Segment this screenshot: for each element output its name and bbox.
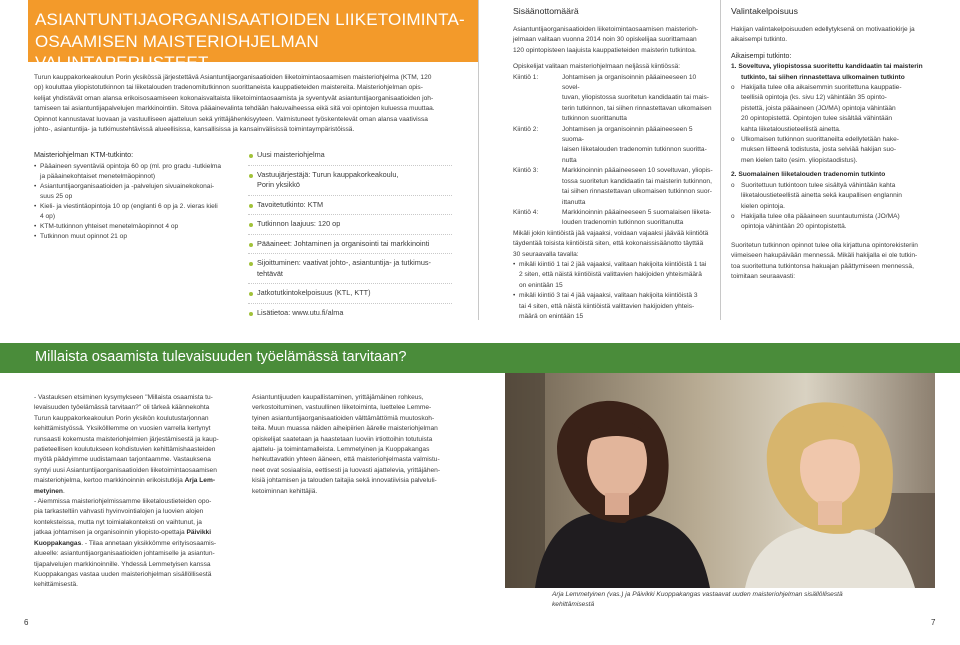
fact-item: Tavoitetutkinto: KTM: [248, 200, 452, 216]
text-line: kehittämistyössä. Yksikölllemme on vuosien varrella kertynyt: [34, 425, 211, 433]
numbered-heading: 2. Suomalainen liiketalouden tradenomin tutkinto: [731, 171, 886, 179]
paragraph: Asiantuntijaorganisaatioiden liiketoimintaosaamisen maisterioh- jelmaan valitaan vuonna 2014 noin 30 opiskelijaa suorittamaan 120 opintopisteen laajuista kauppatieteiden maisterin tutkintoa.: [513, 26, 699, 54]
text-line: Kuoppakangas. - Tilaa annetaan yksikkömme erityisosaamis-: [34, 539, 217, 547]
numbered-heading: 1. Soveltuva, yliopistossa suoritettu kandidaatin tai maisterin tutkinto, tai siihen rinnastettava ulkomainen tutkinto: [731, 63, 923, 81]
fact-item: Tutkinnon laajuus: 120 op: [248, 219, 452, 235]
ktm-heading: Maisteriohjelman KTM-tutkinto:: [34, 150, 134, 159]
subheading: Aikaisempi tutkinto:: [731, 52, 792, 60]
section-heading: Sisäänottomäärä: [513, 6, 579, 16]
text-line: Asiantuntijuuden kaupallistaminen, yrittäjämäinen rohkeus,: [252, 394, 424, 401]
text-line: syntyi uusi Asiantuntijaorganisaatioiden liiketoimintaosaamisen: [34, 466, 217, 474]
portrait-photo: [505, 373, 935, 588]
sisaanotto-section: [513, 6, 713, 322]
list-item: • mikäli kiintiö 3 tai 4 jää vajaaksi, valitaan hakijoita kiintiöistä 3 tai 4 siten, että näistä kiintiöistä valittavien hakijoiden yhteis- määrä on enintään 15: [513, 291, 713, 322]
requirements-list: [731, 181, 929, 233]
text-line: tijapalvelujen markkinoinnille. Yhdessä Lemmetyisen kanssa: [34, 560, 211, 568]
text-line: patieteellisen koulutukseen kohdistuvien kehittämishaasteiden: [34, 446, 216, 454]
photo-illustration: [505, 373, 935, 588]
text-line: levaisuuden työelämässä tarvitaan?" oli tärkeä käännekohta: [34, 404, 210, 412]
requirements-list: [731, 83, 929, 166]
intro-paragraph: Turun kauppakorkeakoulun Porin yksikössä järjestettävä Asiantuntijaorganisaatioiden liiketoimintaosaamisen maisteriohjelma (KTM, 120 op) kouluttaa yliopistotutkinnon tai liiketalouden tradenomitutkinnon suorittaneista kauppatieteiden maistereita. Maisteriohjelman opis- kelijat yhdistävät oman alansa erikoisosaamiseen kokonaisvaltaista liiketoimintaosaamista ja syventyvät asiantuntijaorganisaatioiden joh- tamiseen tai asiantuntijapalvelujen markkinointiin. Sitova pääainevalinta tehdään hakuvaiheessa eikä sitä voi opintojen kuluessa muuttaa. Opinnot kannustavat luovaan ja vastuulliseen ajatteluun sekä yrittäjähenkisyyteen. Valmistuneet työskentelevät oman alansa vaativissa johto-, asiantuntija- ja tutkimustehtävissä alueellisissa, kansallisissa ja kansainvälisissä toimintaympäristöissä.: [34, 74, 435, 134]
section-banner: [0, 343, 960, 373]
text-line: kisiä johtamisen ja talouden taitajia sekä innovatiivisia palveluli-: [252, 477, 437, 485]
list-item: • Pääaineen syventäviä opintoja 60 op (ml. pro gradu -tutkielma ja pääainekohtaiset menetelmäopinnot): [34, 162, 234, 182]
list-item: • Kieli- ja viestintäopintoja 10 op (englanti 6 op ja 2. vieras kieli 4 op): [34, 202, 234, 222]
quota-row: Kiintiö 3: Markkinoinnin pääaineeseen 10 soveltuvan, yliopis- tossa suoritetun kandidaatin tai maisterin tutkinnon, tai siihen rinnastettavan ulkomaisen tutkinnon suor- ittanutta: [513, 167, 713, 206]
title-line-2: OSAAMISEN MAISTERIOHJELMAN VALINTAPERUSTEET: [35, 32, 319, 72]
text-line: pia tarkasteltiin vahvasti hyvinvointialojen ja luovien alojen: [34, 508, 204, 516]
list-item: • KTM-tutkinnon yhteiset menetelmäopinnot 4 op: [34, 222, 234, 232]
quota-row: Kiintiö 1: Johtamisen ja organisoinnin pääaineeseen 10 sovel- tuvan, yliopistossa suoritetun kandidaatin tai mais- terin tutkinnon, tai siihen rinnastettavan ulkomaisen tutkinnon suorittanutta: [513, 73, 712, 123]
text-line: - Vastauksen etsiminen kysymykseen "Millaista osaamista tu-: [34, 394, 213, 401]
title-line-1: ASIANTUNTIJAORGANISAATIOIDEN LIIKETOIMINTA-: [35, 10, 465, 29]
fact-item: Vastuujärjestäjä: Turun kauppakorkeakoulu, Porin yksikkö: [248, 170, 452, 196]
valintakelpoisuus-section: [731, 6, 929, 282]
page-number-left: 6: [24, 618, 29, 627]
column-divider: [720, 0, 721, 320]
column-divider: [478, 0, 479, 320]
text-line: jatkaa johtamisen ja organisoinnin yliopisto-opettaja Päivikki: [34, 529, 212, 537]
text-line: - Aiemmissa maisteriohjelmissamme liiketaloustieteiden opo-: [34, 498, 212, 506]
paragraph: Hakijan valintakelpoisuuden edellytyksenä on motivaatiokirje ja aikaisempi tutkinto.: [731, 26, 915, 44]
text-line: ketoiminnan kehittäjiä.: [252, 487, 318, 495]
list-item: • Asiantuntijaorganisaatioiden ja -palvelujen sivuainekokonai- suus 25 op: [34, 182, 234, 202]
text-line: metyinen.: [34, 487, 65, 495]
quota-row: Kiintiö 2: Johtamisen ja organisoinnin pääaineeseen 5 suoma- laisen liiketalouden tradenomin tutkinnon suoritta- nutta: [513, 125, 707, 164]
fact-item: Sijoittuminen: vaativat johto-, asiantuntija- ja tutkimus- tehtävät: [248, 258, 452, 284]
list-item: o Hakijalla tulee olla pääaineen suuntautumista (JO/MA) opintoja vähintään 20 opintopistettä.: [731, 212, 929, 233]
fact-item: Jatkotutkintokelpoisuus (KTL, KTT): [248, 288, 452, 304]
text-line: kehittämisestä.: [34, 581, 78, 589]
list-item: • mikäli kiintiö 1 tai 2 jää vajaaksi, valitaan hakijoita kiintiöistä 1 tai 2 siten, että näistä kiintiöistä valittavien hakijoiden yhteismäärä on enintään 15: [513, 260, 713, 291]
text-line: Turun kauppakorkeakoulun Porin yksikön koulutustarjonnan: [34, 414, 209, 422]
text-line: alueelle: asiantuntijaorganisaatioiden johtamiselle ja asiantun-: [34, 550, 215, 558]
list-item: • Tutkinnon muut opinnot 21 op: [34, 232, 234, 242]
text-line: konteksteissa, mutta nyt toimialakonteksti on vaihtunut, ja: [34, 518, 202, 526]
text-line: maisteriohjelma, kertoo markkinoinnin erikoistutkija Arja Lem-: [34, 477, 216, 485]
text-line: ajattelu- ja toimintamalleista. Lemmetyinen ja Kuoppakangas: [252, 446, 430, 454]
banner-title: Millaista osaamista tulevaisuuden työelämässä tarvitaan?: [35, 349, 407, 365]
quota-rules-list: [513, 260, 713, 322]
quota-row: Kiintiö 4: Markkinoinnin pääaineeseen 5 suomalaisen liiketa- louden tradenomin tutkinnon suorittanutta: [513, 208, 712, 227]
text-line: tyinen asiantuntijaorganisaatioiden välttämättömiä muutoskoh-: [252, 414, 435, 422]
title-banner: [28, 0, 479, 72]
section-heading: Valintakelpoisuus: [731, 6, 798, 16]
fact-item: Pääaineet: Johtaminen ja organisointi tai markkinointi: [248, 239, 452, 255]
list-item: o Ulkomaisen tutkinnon suorittaneilta edellytetään hake- muksen liitteenä todistusta, josta selviää hakijan suo- men kielen taito (esim. yliopistaodistus).: [731, 135, 929, 166]
fact-item: Uusi maisteriohjelma: [248, 150, 452, 166]
paragraph: Suoritetun tutkinnon opinnot tulee olla kirjattuna opintorekisteriin viimeiseen hakupäivään mennessä. Mikäli hakijalla ei ole tutkin- toa suoritettuna tutkintonsa hakuajan päättymiseen mennessä, toimitaan seuraavasti:: [731, 241, 918, 280]
article-left-column: [34, 393, 234, 591]
text-line: hehkuttavatkin yhteen ääneen, että maisteriohjelmasta valmistu-: [252, 456, 440, 464]
text-line: myötä päädyimme uudistamaan tarjontaamme. Vastauksena: [34, 456, 211, 464]
text-line: Kuoppakangas vastaa uuden maisteriohjelman sisällöllisestä: [34, 570, 212, 578]
facts-list: [248, 150, 452, 326]
photo-caption: Arja Lemmetyinen (vas.) ja Päivikki Kuoppakangas vastaavat uuden maisteriohjelman sisällöllisestä kehittämisestä: [552, 591, 843, 608]
text-line: teita. Muun muassa näiden aiheipiirien äärelle maisteriohjelman: [252, 425, 438, 433]
text-line: neet ovat sosiaalisia, eettisesti ja luovasti ajattelevia, yrittäjähen-: [252, 466, 441, 474]
page-number-right: 7: [931, 618, 936, 627]
list-item: o Suoritettuun tutkintoon tulee sisältyä vähintään kahta liiketaloustieteellistä ainetta sekä kaupallisen englannin kielen opintoja.: [731, 181, 929, 212]
text-line: runsaasti kokemusta maisteriohjelmien järjestämisestä ja kaup-: [34, 435, 219, 443]
paragraph: Mikäli jokin kiintiöistä jää vajaaksi, voidaan vajaaksi jäävää kiintiötä täydentää toisista kiintiöistä siten, että kokonaissisäänotto täyttää 30 seuraavalla tavalla:: [513, 229, 709, 258]
fact-item-link[interactable]: Lisätietoa: www.utu.fi/alma: [248, 308, 452, 323]
list-item: o Hakijalla tulee olla aikaisemmin suoritettuna kauppatie- teellisiä opintoja (ks. sivu 12) vähintään 35 opinto- pistettä, joista pääaineen (JO/MA) opintoja vähintään 20 opintopistettä. Opintojen tulee sisältää vähintään kahta liiketaloustieteellistä ainetta.: [731, 83, 929, 135]
ktm-degree-box: [34, 150, 234, 242]
text-line: verkostoituminen, vastuullinen liiketoiminta, luettelee Lemme-: [252, 404, 432, 412]
text-line: opiskelijat saatetaan ja haastetaan luoviin irtiottoihin totutuista: [252, 435, 433, 443]
paragraph: Opiskelijat valitaan maisteriohjelmaan neljässä kiintiössä:: [513, 63, 681, 71]
article-middle-column: [252, 393, 452, 497]
